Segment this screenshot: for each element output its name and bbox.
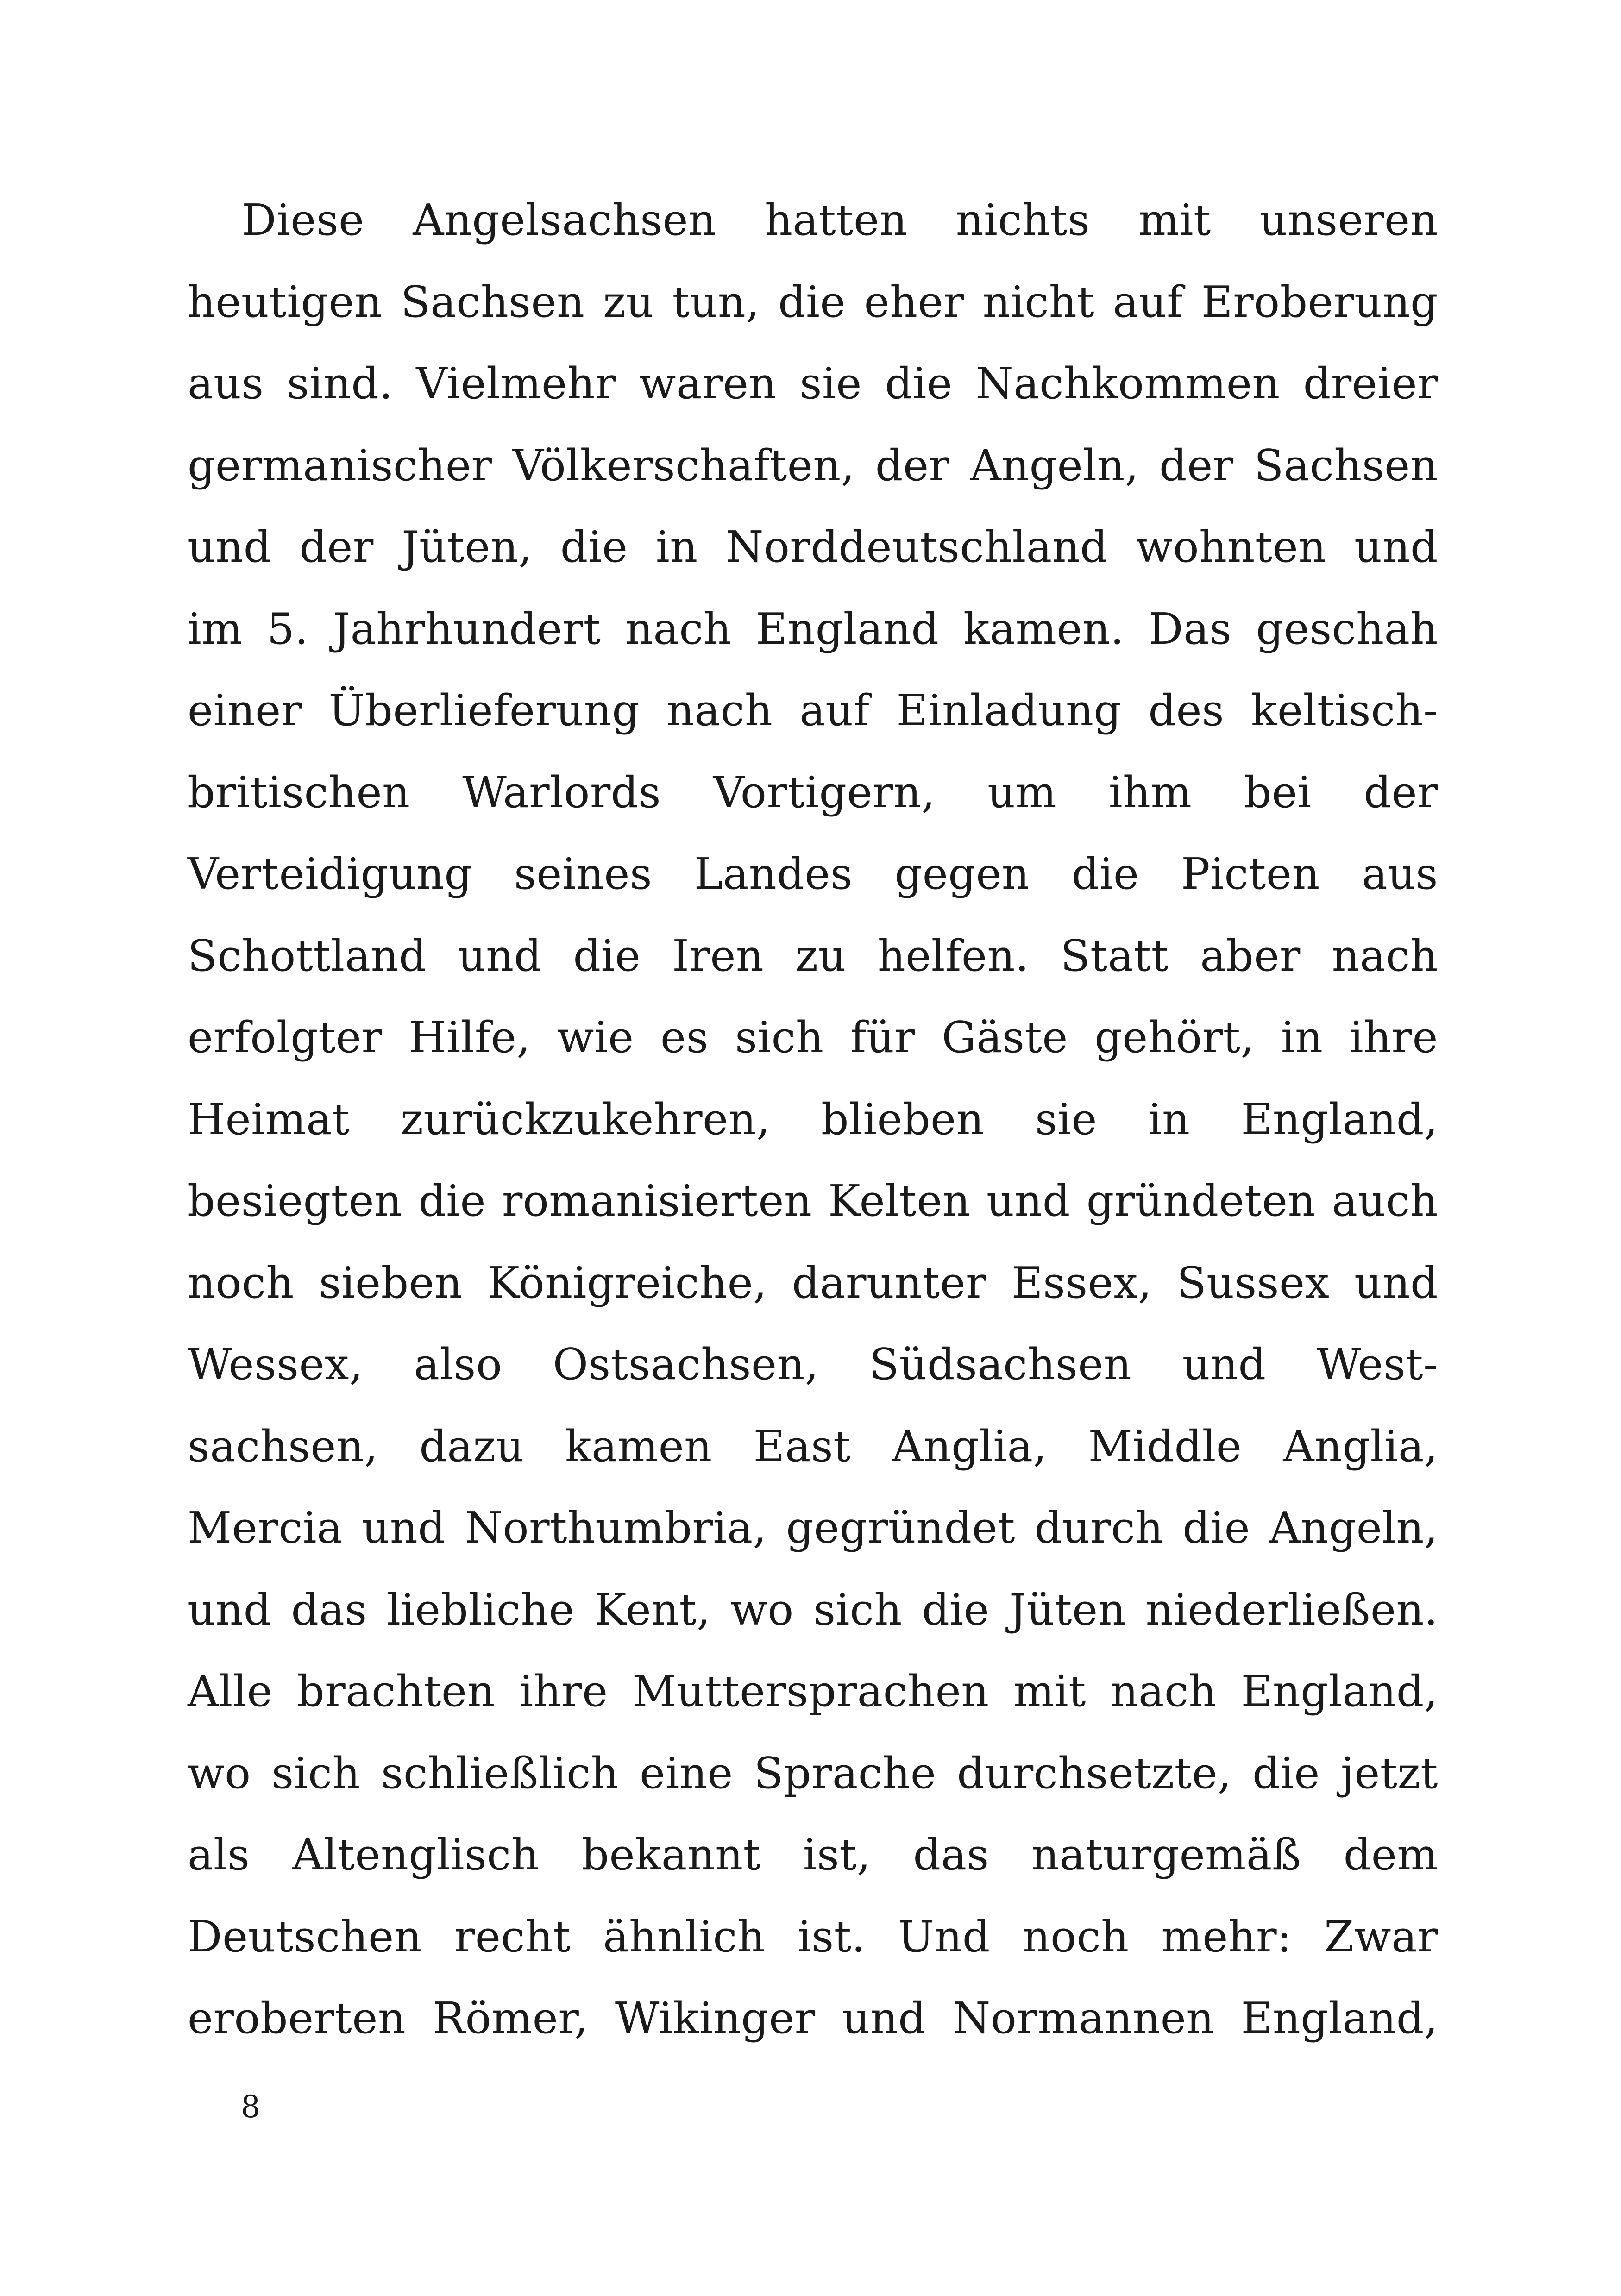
- text-line: eroberten Römer, Wikinger und Normannen England,: [188, 1993, 1438, 2043]
- text-line: Deutschen recht ähnlich ist. Und noch mehr: Zwar: [188, 1911, 1438, 1962]
- text-line: Diese Angelsachsen hatten nichts mit unseren: [242, 195, 1438, 245]
- text-line: erfolgter Hilfe, wie es sich für Gäste gehört, in ihre: [188, 1012, 1438, 1062]
- text-line: heutigen Sachsen zu tun, die eher nicht auf Eroberung: [188, 276, 1438, 327]
- text-line: Alle brachten ihre Muttersprachen mit nach England,: [188, 1666, 1438, 1716]
- text-line: als Altenglisch bekannt ist, das naturgemäß dem: [188, 1830, 1438, 1880]
- text-line: aus sind. Vielmehr waren sie die Nachkommen dreier: [188, 358, 1438, 408]
- text-line: Verteidigung seines Landes gegen die Picten aus: [188, 849, 1438, 899]
- text-line: wo sich schließlich eine Sprache durchsetzte, die jetzt: [188, 1748, 1438, 1798]
- text-line: noch sieben Königreiche, darunter Essex, Sussex und: [188, 1257, 1438, 1308]
- page-number: 8: [241, 2089, 260, 2125]
- text-line: im 5. Jahrhundert nach England kamen. Das geschah: [188, 603, 1438, 654]
- text-line: germanischer Völkerschaften, der Angeln, der Sachsen: [188, 440, 1438, 490]
- text-line: besiegten die romanisierten Kelten und gründeten auch: [188, 1176, 1438, 1226]
- text-line: Mercia und Northumbria, gegründet durch die Angeln,: [188, 1503, 1438, 1553]
- body-paragraph: [188, 179, 1438, 2059]
- text-line: Schottland und die Iren zu helfen. Statt aber nach: [188, 930, 1438, 981]
- text-line: Wessex, also Ostsachsen, Südsachsen und West-: [188, 1339, 1438, 1389]
- text-line: britischen Warlords Vortigern, um ihm bei der: [188, 767, 1438, 817]
- text-line: Heimat zurückzukehren, blieben sie in England,: [188, 1094, 1438, 1144]
- text-line: und der Jüten, die in Norddeutschland wohnten und: [188, 522, 1438, 572]
- text-line: sachsen, dazu kamen East Anglia, Middle Anglia,: [188, 1421, 1438, 1471]
- text-line: und das liebliche Kent, wo sich die Jüten niederließen.: [188, 1584, 1438, 1635]
- text-line: einer Überlieferung nach auf Einladung des keltisch-: [188, 685, 1438, 735]
